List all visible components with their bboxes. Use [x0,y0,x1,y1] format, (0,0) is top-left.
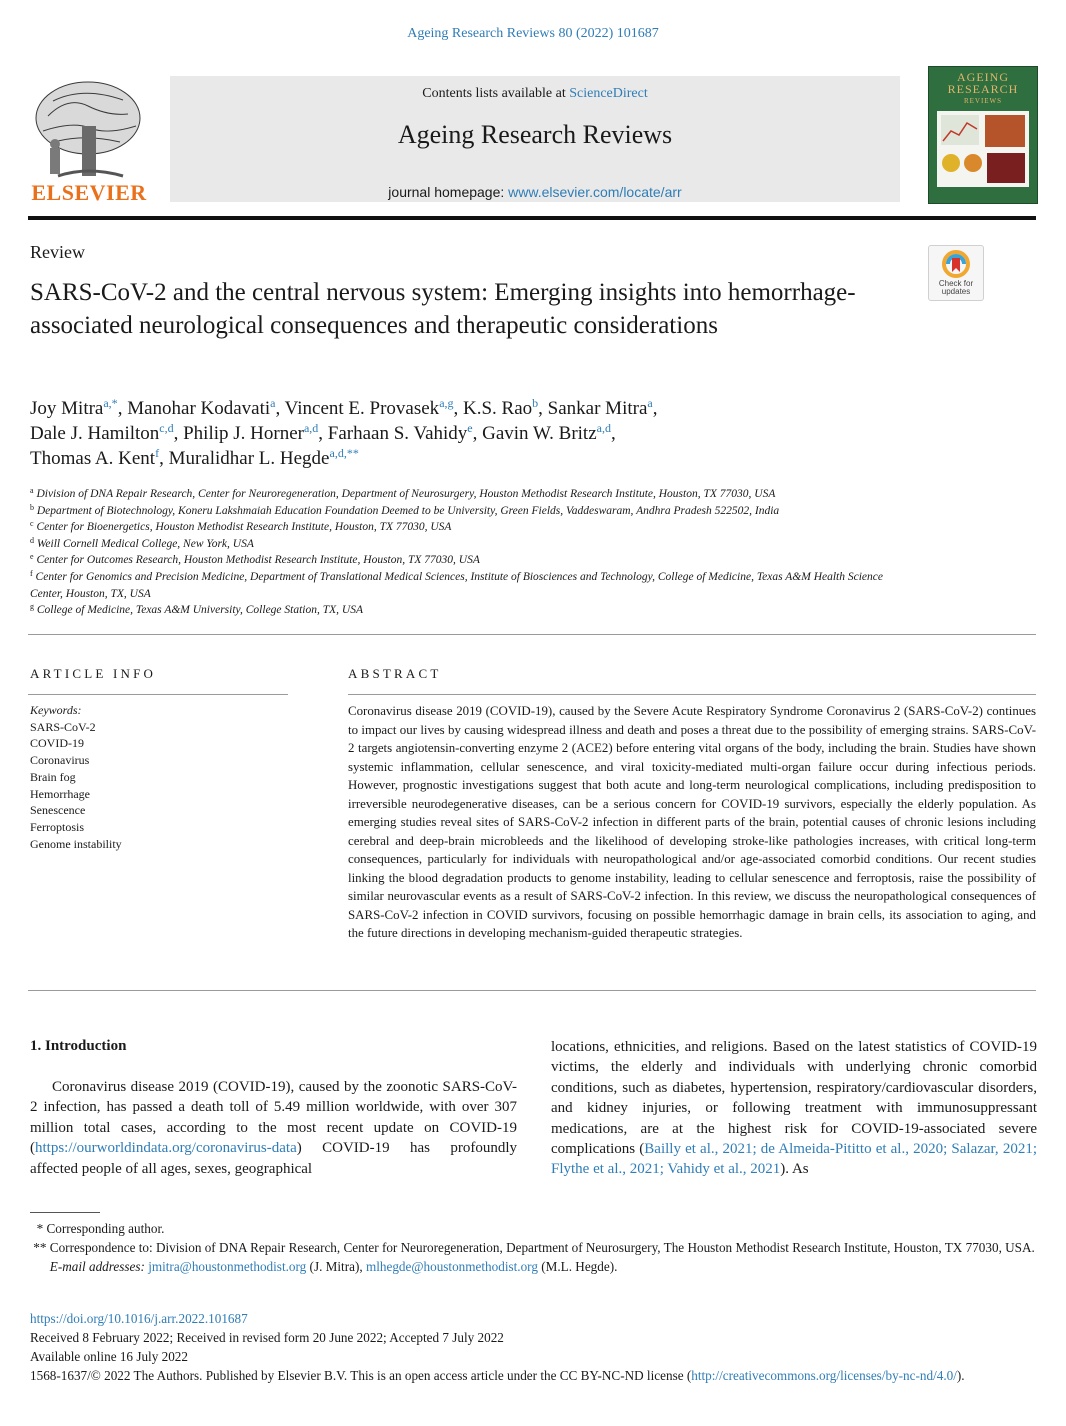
license-statement: 1568-1637/© 2022 The Authors. Published by Elsevier B.V. This is an open access article under the CC BY-NC-ND license (http://creativecommons.org/licenses/by-nc-nd/4.0/). [30,1368,965,1383]
cover-subtitle: REVIEWS [963,97,1003,105]
journal-homepage-link[interactable]: www.elsevier.com/locate/arr [508,184,682,200]
author-affiliation-marker[interactable]: a,d [596,421,611,435]
affiliation-item: $^a$ Division of DNA Repair Research, Center for Neuroregeneration, Department of Neurosurgery, Houston Methodist Research Institute, Houston, TX 77030, USA [30,486,776,500]
author-affiliation-marker[interactable]: a [647,396,653,410]
author-list: Joy Mitra$^{a,*}$, Manohar Kodavati$^a$, Vincent E. Provasek$^{a,g}$, K.S. Rao$^b$, Sankar Mitra$^a$, Dale J. Hamilton$^{c,d}$, Philip J. Horner$^{a,d}$, Farhaan S. Vahidy$^e$, Gavin W. Britz$^{a,d}$, Thomas A. Kent$^f$, Muralidhar L. Hegde$^{a,d,**}$ [30,396,658,469]
publication-info [30,1309,1038,1385]
article-type: Review [30,242,85,262]
correspondence-note: ** Correspondence to: Division of DNA Repair Research, Center for Neuroregeneration, Department of Neurosurgery, The Houston Methodist Research Institute, Houston, TX 77030, USA. [30,1240,1035,1255]
author-name[interactable]: Thomas A. Kent [30,448,156,469]
journal-name: Ageing Research Reviews [397,120,673,149]
affiliation-item: $^b$ Department of Biotechnology, Koneru Lakshmaiah Education Foundation Deemed to be University, Green Fields, Vaddeswaram, Andhra Pradesh 522502, India [30,502,780,517]
keywords-label: Keywords: [30,703,82,717]
cover-title: AGEING RESEARCH [947,70,1019,96]
introduction-right-column: locations, ethnicities, and religions. Based on the latest statistics of COVID-19 victims, the elderly and individuals with underlying chronic comorbid conditions, such as diabetes, hypertension, respiratory/cardiovascular disorders, and kidney injuries, or following treatment with immunosuppressant medications, are at the highest risk for COVID-19-associated severe complications (Bailly et al., 2021; de Almeida-Pititto et al., 2020; Salazar, 2021; Flythe et al., 2021; Vahidy et al., 2021). As [551,1039,1037,1178]
keywords-list [30,702,122,852]
author-name[interactable]: Manohar Kodavati [127,398,271,419]
abstract-heading: ABSTRACT [348,666,442,681]
email-link-hegde[interactable]: mlhegde@houstonmethodist.org [365,1259,538,1274]
author-name[interactable]: Dale J. Hamilton [30,423,160,444]
introduction-left-column: Coronavirus disease 2019 (COVID-19), caused by the zoonotic SARS-CoV-2 infection, has passed a death toll of 5.49 million worldwide, with over 307 million total cases, according to the most recent update on COVID-19 (https://ourworldindata.org/coronavirus-data) COVID-19 has profoundly affected people of all ages, sexes, geographical [30,1079,517,1177]
author-name[interactable]: Farhaan S. Vahidy [327,423,468,444]
license-link[interactable]: http://creativecommons.org/licenses/by-nc-nd/4.0/ [691,1368,957,1383]
author-affiliation-marker[interactable]: e [467,421,473,435]
author-name[interactable]: K.S. Rao [463,398,533,419]
footnote-divider [30,1212,100,1213]
cover-artwork [937,111,1029,187]
affiliation-item: $^g$ College of Medicine, Texas A&M University, College Station, TX, USA [30,602,363,617]
affiliation-item: $^d$ Weill Cornell Medical College, New York, USA [30,535,254,550]
sciencedirect-link[interactable]: ScienceDirect [569,86,648,101]
journal-cover-image[interactable] [928,66,1038,204]
keyword-item: Ferroptosis [30,819,84,834]
author-affiliation-marker[interactable]: c,d [159,421,174,435]
affiliation-item: $^f$ Center for Genomics and Precision Medicine, Department of Translational Medical Sciences, Institute of Biosciences and Technology, College of Medicine, Texas A&M Health Science Center, Houston, TX, USA [30,568,883,600]
author-affiliation-marker[interactable]: f [155,446,160,460]
contents-prefix: Contents lists available at [422,86,570,101]
keyword-item: Senescence [30,803,86,818]
author-name[interactable]: Joy Mitra [30,398,104,419]
abstract-divider [348,694,1036,695]
keyword-item: Brain fog [30,769,76,784]
author-affiliation-marker[interactable]: b [532,396,539,410]
author-affiliation-marker[interactable]: a [270,396,276,410]
available-online-date: Available online 16 July 2022 [30,1349,188,1364]
header-divider [28,216,1036,220]
author-name[interactable]: Muralidhar L. Hegde [168,448,330,469]
keyword-item: Hemorrhage [30,786,90,801]
doi-link[interactable]: https://doi.org/10.1016/j.arr.2022.101687 [30,1311,248,1326]
author-affiliation-marker[interactable]: a,* [103,396,118,410]
check-for-updates-label: Check for updates [938,279,974,296]
author-name[interactable]: Vincent E. Provasek [284,398,440,419]
article-info-divider [28,694,288,695]
contents-line [170,86,900,102]
affiliation-item: $^e$ Center for Outcomes Research, Houston Methodist Research Institute, Houston, TX 77030, USA [30,552,480,567]
author-name[interactable]: Philip J. Horner [183,423,304,444]
keyword-item: COVID-19 [30,736,84,751]
corresponding-author-note: * Corresponding author. [30,1221,165,1236]
email-link-mitra[interactable]: jmitra@houstonmethodist.org [148,1259,307,1274]
owid-coronavirus-link[interactable]: https://ourworldindata.org/coronavirus-data [35,1140,297,1157]
affiliation-item: $^c$ Center for Bioenergetics, Houston Methodist Research Institute, Houston, TX 77030, USA [30,519,452,534]
footnotes [30,1219,1038,1276]
article-title: SARS-CoV-2 and the central nervous system: Emerging insights into hemorrhage-associated neurological consequences and therapeutic considerations [30,279,856,339]
article-info-heading: ARTICLE INFO [30,666,157,681]
abstract-text: Coronavirus disease 2019 (COVID-19), caused by the Severe Acute Respiratory Syndrome Coronavirus 2 (SARS-CoV-2) continues to impact our lives by causing widespread illness and death and poses a threat due to the possibility of emerging strains. SARS-CoV-2 targets angiotensin-converting enzyme 2 (ACE2) before entering vital organs of the body, including the brain. Studies have shown systemic inflammation, cellular senescence, and viral toxicity-mediated multi-organ failure occur during infectious periods. However, prognostic investigations suggest that both acute and long-term neurological complications, including predisposition to irreversible neurodegenerative diseases, can be a serious concern for COVID-19 survivors, especially the elderly population. As emerging studies reveal sites of SARS-CoV-2 infection in different parts of the brain, potential causes of chronic lesions including cerebral and deep-brain microbleeds and the likelihood of developing stroke-like pathologies increases, with critical long-term consequences, particularly for individuals with neuropathological and/or age-associated comorbid conditions. Our recent studies linking the blood degradation products to genome instability, leading to cellular senescence and ferroptosis, raise the possibility of similar neurovascular events as a result of SARS-CoV-2 infection. In this review, we discuss the neuropathological consequences of SARS-CoV-2 infection in COVID survivors, focusing on possible hemorrhagic damage in brain cells, its association to aging, and the future directions in developing mechanism-guided therapeutic strategies. [348,704,1036,940]
journal-banner [170,76,900,202]
author-affiliation-marker[interactable]: a,d [303,421,319,435]
reference-links[interactable]: Bailly et al., 2021; de Almeida-Pititto et al., 2020; Salazar, 2021; Flythe et al., 2021; Vahidy et al., 2021 [551,1141,1037,1178]
email-addresses: E-mail addresses: jmitra@houstonmethodist.org (J. Mitra), mlhegde@houstonmethodist.org (M.L. Hegde). [49,1259,618,1274]
check-for-updates-button[interactable] [928,245,984,301]
homepage-prefix: journal homepage: [388,184,509,200]
keyword-item: Coronavirus [30,753,90,768]
introduction-heading: 1. Introduction [30,1038,127,1054]
abstract-bottom-divider [28,990,1036,991]
author-affiliation-marker[interactable]: a,d,** [329,446,359,460]
keyword-item: SARS-CoV-2 [30,719,96,734]
crossmark-icon [942,250,970,278]
author-affiliation-marker[interactable]: a,g [439,396,454,410]
affiliation-list [30,486,1034,619]
homepage-line [170,184,900,200]
affiliations-divider [28,634,1036,635]
keyword-item: Genome instability [30,836,122,851]
received-dates: Received 8 February 2022; Received in revised form 20 June 2022; Accepted 7 July 2022 [30,1330,504,1345]
journal-citation[interactable]: Ageing Research Reviews 80 (2022) 101687 [407,26,659,41]
author-name[interactable]: Sankar Mitra [547,398,648,419]
journal-header [28,66,1036,218]
publisher-logo-text: ELSEVIER [31,180,147,205]
author-name[interactable]: Gavin W. Britz [482,423,597,444]
